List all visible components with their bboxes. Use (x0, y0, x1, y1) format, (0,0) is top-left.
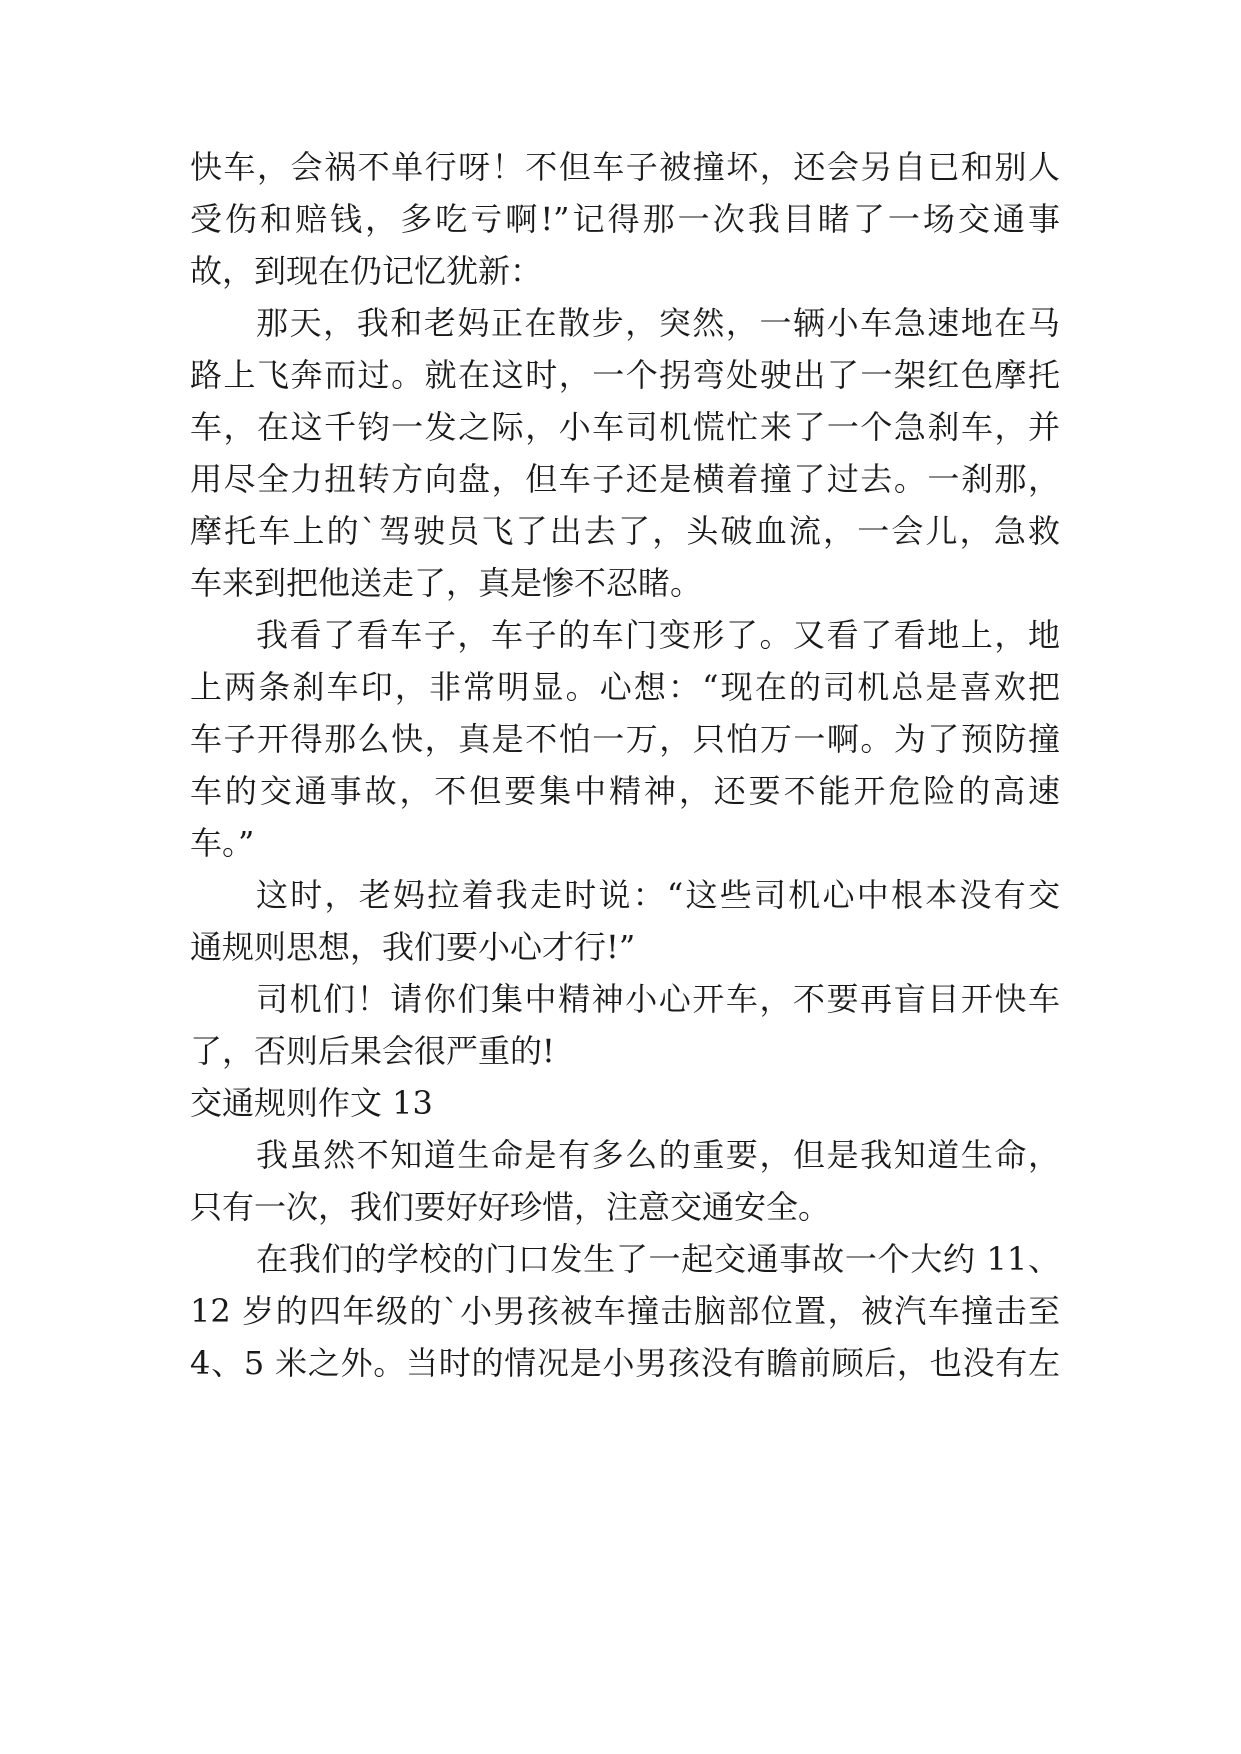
text-line: 故，到现在仍记忆犹新： (190, 252, 543, 290)
text-line: 受伤和赔钱，多吃亏啊!”记得那一次我目睹了一场交通事 (190, 200, 1060, 238)
text-line: 4、5 米之外。当时的情况是小男孩没有瞻前顾后，也没有左 (190, 1344, 1060, 1382)
text-line: 那天，我和老妈正在散步，突然，一辆小车急速地在马 (256, 304, 1060, 342)
text-line: 车的交通事故，不但要集中精神，还要不能开危险的高速 (190, 772, 1060, 810)
text-line: 我看了看车子，车子的车门变形了。又看了看地上，地 (256, 616, 1060, 654)
text-line: 通规则思想，我们要小心才行!” (190, 928, 636, 966)
text-line: 上两条刹车印，非常明显。心想：“现在的司机总是喜欢把 (190, 668, 1060, 706)
text-line: 车，在这千钧一发之际，小车司机慌忙来了一个急刹车，并 (190, 408, 1060, 446)
text-line: 车子开得那么快，真是不怕一万，只怕万一啊。为了预防撞 (190, 720, 1060, 758)
text-line: 了，否则后果会很严重的! (190, 1032, 555, 1070)
text-line: 在我们的学校的门口发生了一起交通事故一个大约 11、 (256, 1240, 1060, 1278)
text-line: 只有一次，我们要好好珍惜，注意交通安全。 (190, 1188, 831, 1226)
text-line: 12 岁的四年级的`小男孩被车撞击脑部位置，被汽车撞击至 (190, 1292, 1060, 1330)
text-line: 用尽全力扭转方向盘，但车子还是横着撞了过去。一刹那， (190, 460, 1060, 498)
text-line: 路上飞奔而过。就在这时，一个拐弯处驶出了一架红色摩托 (190, 356, 1060, 394)
text-line: 快车，会祸不单行呀！不但车子被撞坏，还会另自已和别人 (190, 148, 1060, 186)
text-line: 摩托车上的`驾驶员飞了出去了，头破血流，一会儿，急救 (190, 512, 1060, 550)
text-line: 车。” (190, 824, 255, 862)
text-line: 司机们！请你们集中精神小心开车，不要再盲目开快车 (256, 980, 1060, 1018)
text-line: 这时，老妈拉着我走时说：“这些司机心中根本没有交 (256, 876, 1060, 914)
text-line: 我虽然不知道生命是有多么的重要，但是我知道生命， (256, 1136, 1060, 1174)
section-heading: 交通规则作文 13 (190, 1084, 433, 1122)
text-line: 车来到把他送走了，真是惨不忍睹。 (190, 564, 703, 602)
